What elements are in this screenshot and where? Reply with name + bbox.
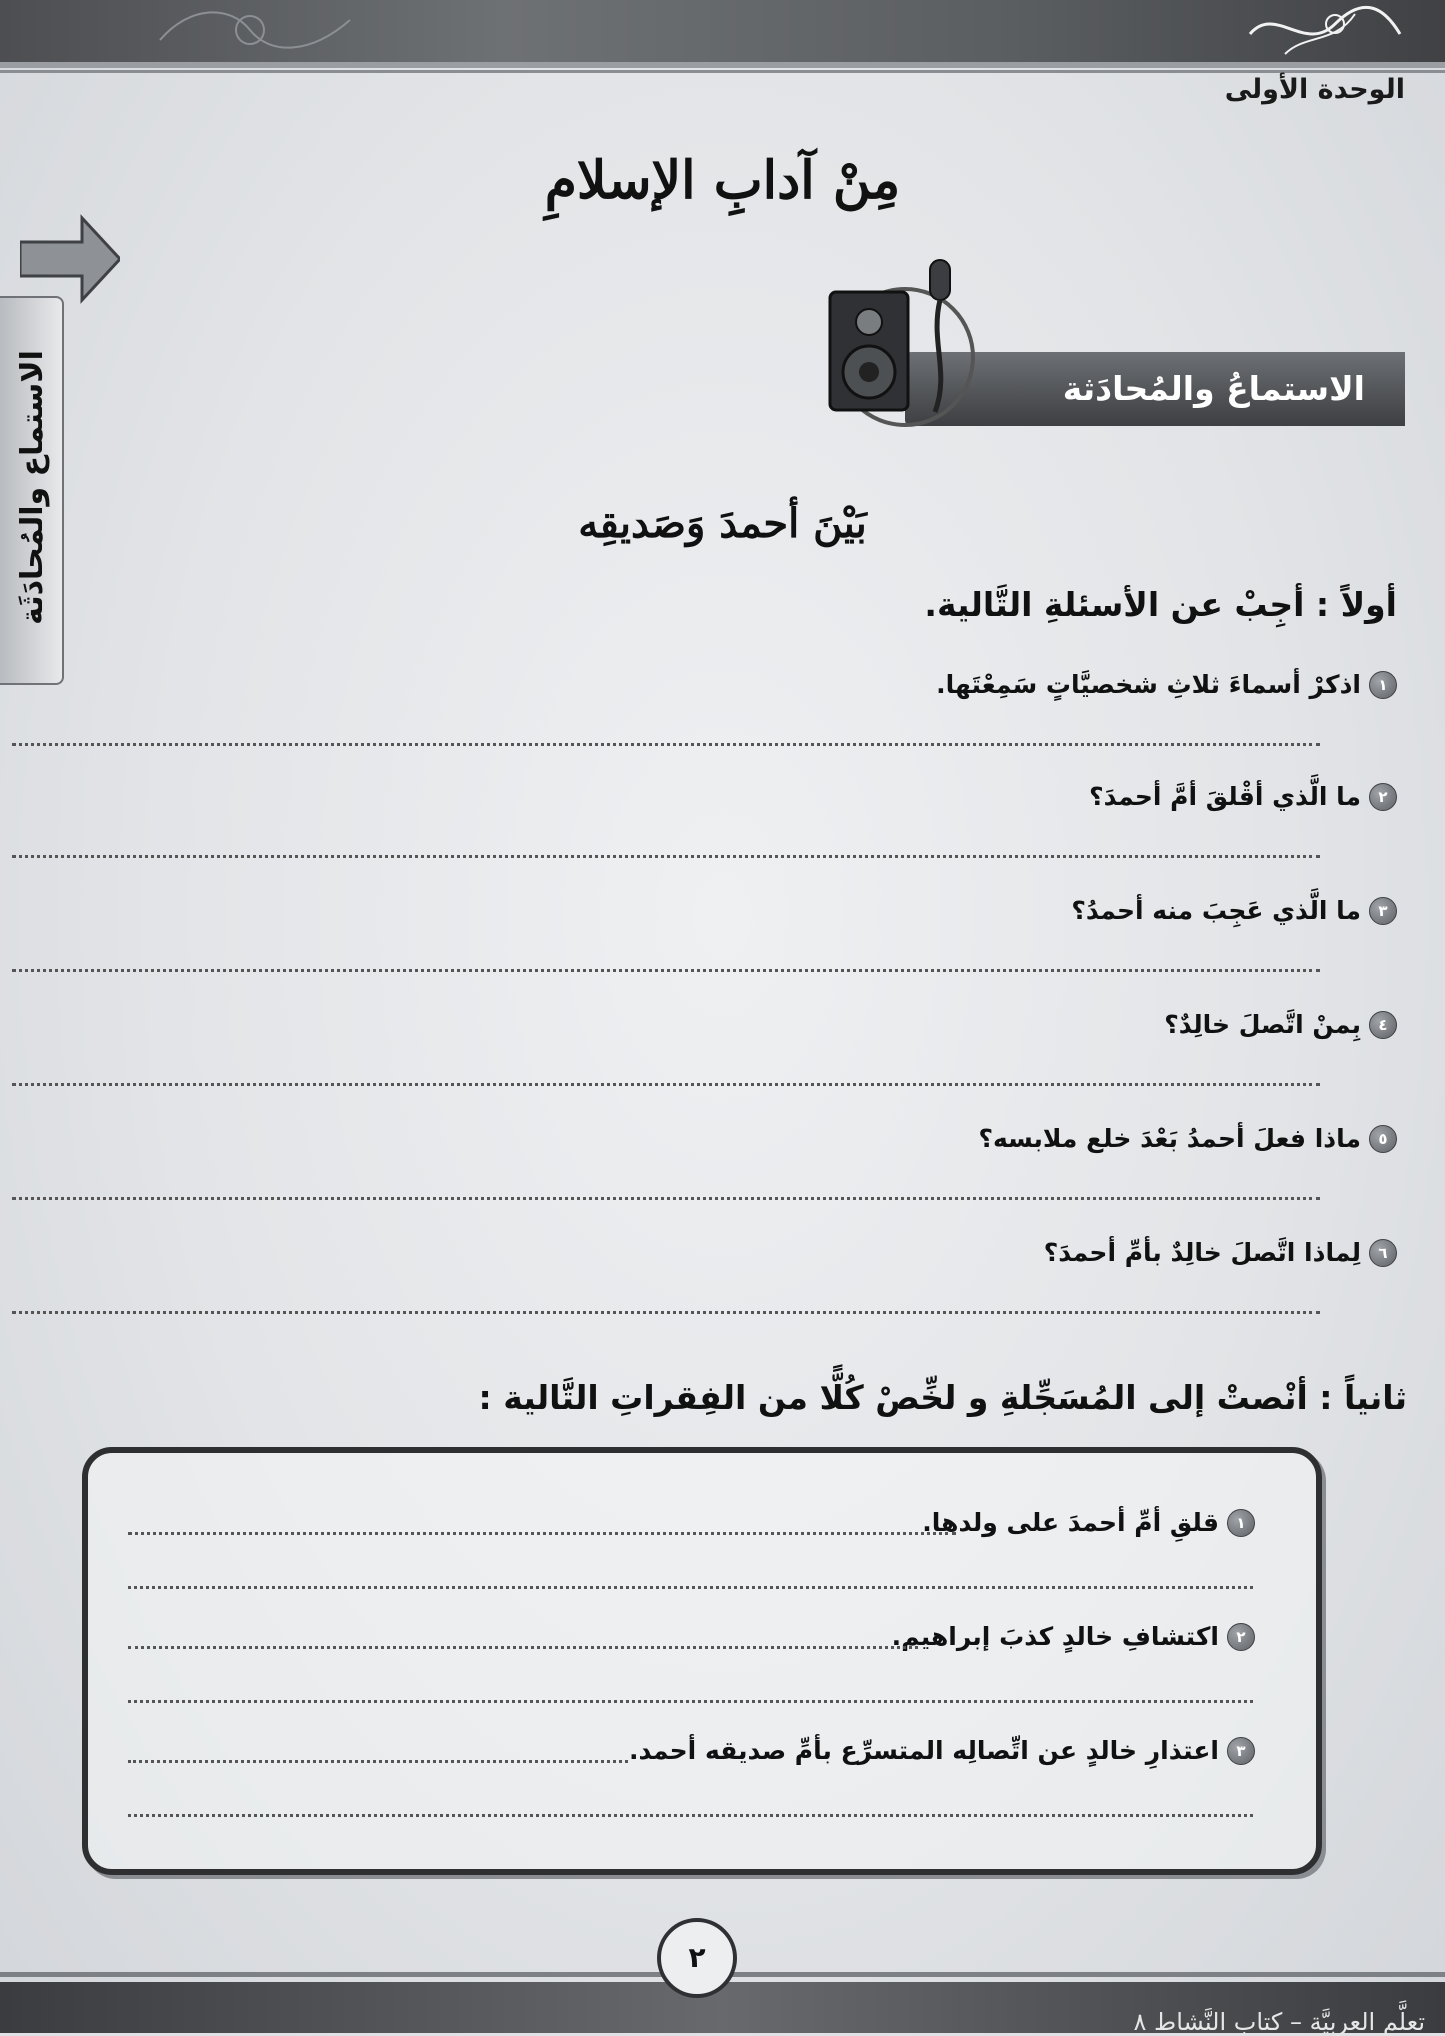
question-text: اذكرْ أسماءَ ثلاثِ شخصيَّاتٍ سَمِعْتَها. (936, 670, 1361, 699)
summary-prompt: قلقِ أمِّ أحمدَ على ولدها. (922, 1508, 1219, 1537)
question-item (1089, 782, 1397, 811)
answer-line[interactable] (12, 1083, 1320, 1086)
part1-heading: أولاً : أجِبْ عن الأسئلةِ التَّالية. (924, 585, 1397, 624)
number-badge: ٢ (1369, 783, 1397, 811)
header-divider (0, 70, 1445, 73)
answer-line[interactable] (12, 1197, 1320, 1200)
footer-text: تعلَّم العربيَّة – كتاب النَّشاط ٨ (1133, 2008, 1425, 2036)
answer-line[interactable] (128, 1700, 1253, 1703)
summary-prompt: اكتشافِ خالدٍ كذبَ إبراهيم. (891, 1622, 1219, 1651)
answer-line[interactable] (12, 969, 1320, 972)
summary-item (892, 1622, 1255, 1651)
header-band (0, 0, 1445, 62)
question-item (978, 1124, 1397, 1153)
answer-line[interactable] (128, 1814, 1253, 1817)
page-title: مِنْ آدابِ الإسلامِ (544, 150, 901, 211)
part2-heading: ثانياً : أنْصتْ إلى المُسَجِّلةِ و لخِّصْ كُلًّا من الفِقراتِ التَّالية : (478, 1378, 1407, 1417)
number-badge: ٤ (1369, 1011, 1397, 1039)
unit-label: الوحدة الأولى (1224, 74, 1405, 105)
answer-line[interactable] (12, 1311, 1320, 1314)
number-badge: ٣ (1227, 1737, 1255, 1765)
number-badge: ١ (1369, 671, 1397, 699)
answer-line[interactable] (12, 743, 1320, 746)
question-text: بِمنْ اتَّصلَ خالِدٌ؟ (1164, 1010, 1361, 1039)
summary-item (629, 1736, 1255, 1765)
question-text: ما الَّذي أقْلقَ أمَّ أحمدَ؟ (1089, 782, 1361, 811)
flourish-ornament (1245, 4, 1405, 58)
question-text: ما الَّذي عَجِبَ منه أحمدُ؟ (1071, 896, 1361, 925)
question-text: ماذا فعلَ أحمدُ بَعْدَ خلع ملابسه؟ (978, 1124, 1361, 1153)
question-item (1164, 1010, 1397, 1039)
number-badge: ٦ (1369, 1239, 1397, 1267)
number-badge: ٢ (1227, 1623, 1255, 1651)
question-item (1044, 1238, 1397, 1267)
arrow-right-icon (20, 214, 120, 304)
number-badge: ١ (1227, 1509, 1255, 1537)
summary-item (922, 1508, 1255, 1537)
lesson-subtitle: بَيْنَ أحمدَ وَصَديقِه (578, 500, 867, 547)
page-number: ٢ (657, 1918, 737, 1998)
answer-line[interactable] (128, 1760, 628, 1763)
answer-line[interactable] (128, 1586, 1253, 1589)
side-tab-label: الاستماع والمُحادَثَة (15, 350, 50, 625)
number-badge: ٣ (1369, 897, 1397, 925)
section-banner: الاستماعُ والمُحادَثة (905, 352, 1405, 426)
question-item (936, 670, 1397, 699)
question-text: لِماذا اتَّصلَ خالِدٌ بأمِّ أحمدَ؟ (1043, 1238, 1361, 1267)
answer-line[interactable] (128, 1646, 918, 1649)
flourish-ornament (150, 0, 370, 60)
speaker-microphone-icon (810, 252, 980, 427)
number-badge: ٥ (1369, 1125, 1397, 1153)
answer-line[interactable] (128, 1532, 956, 1535)
question-item (1071, 896, 1397, 925)
summary-prompt: اعتذارِ خالدٍ عن اتِّصالِه المتسرِّع بأمِّ صديقه أحمد. (628, 1736, 1219, 1765)
answer-line[interactable] (12, 855, 1320, 858)
